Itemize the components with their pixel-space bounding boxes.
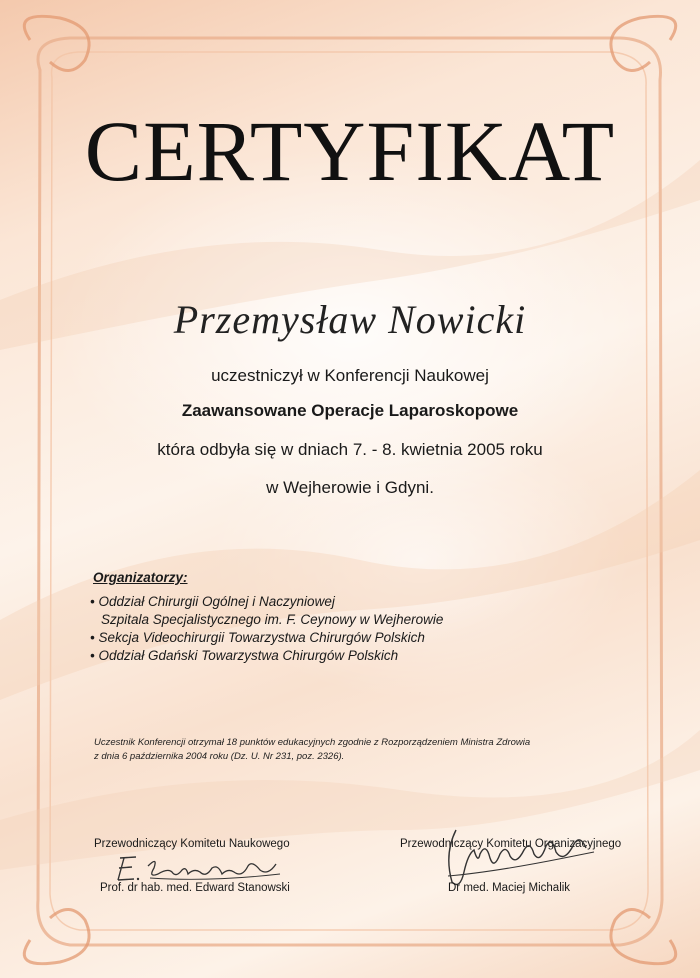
organizer-item-continuation: Szpitala Specjalistycznego im. F. Ceynowy w Wejherowie (101, 612, 444, 627)
conference-dates: która odbyła się w dniach 7. - 8. kwietnia 2005 roku (157, 440, 543, 459)
organizer-item: • Oddział Gdański Towarzystwa Chirurgów Polskich (90, 648, 399, 663)
signature-name: Dr med. Maciej Michalik (448, 882, 571, 894)
organizers-heading: Organizatorzy: (93, 570, 188, 585)
signature-title: Przewodniczący Komitetu Organizacyjnego (400, 838, 622, 850)
conference-location: w Wejherowie i Gdyni. (266, 478, 434, 497)
organizers-section (90, 570, 610, 665)
signature-name: Prof. dr hab. med. Edward Stanowski (100, 882, 290, 894)
recipient-name: Przemysław Nowicki (173, 297, 527, 342)
organizer-item: • Sekcja Videochirurgii Towarzystwa Chirurgów Polskich (90, 630, 425, 645)
certificate-title: CERTYFIKAT (84, 103, 616, 199)
signature-title: Przewodniczący Komitetu Naukowego (94, 838, 290, 850)
organizing-committee-signature (400, 838, 640, 894)
education-points-note (94, 736, 614, 764)
conference-name: Zaawansowane Operacje Laparoskopowe (181, 401, 519, 420)
note-line: Uczestnik Konferencji otrzymał 18 punktów edukacyjnych zgodnie z Rozporządzeniem Ministra Zdrowia (94, 737, 531, 748)
note-line: z dnia 6 października 2004 roku (Dz. U. Nr 231, poz. 2326). (94, 751, 345, 762)
participation-text: uczestniczył w Konferencji Naukowej (211, 366, 489, 385)
organizer-item: • Oddział Chirurgii Ogólnej i Naczyniowej (90, 594, 335, 609)
scientific-committee-signature (94, 838, 314, 894)
